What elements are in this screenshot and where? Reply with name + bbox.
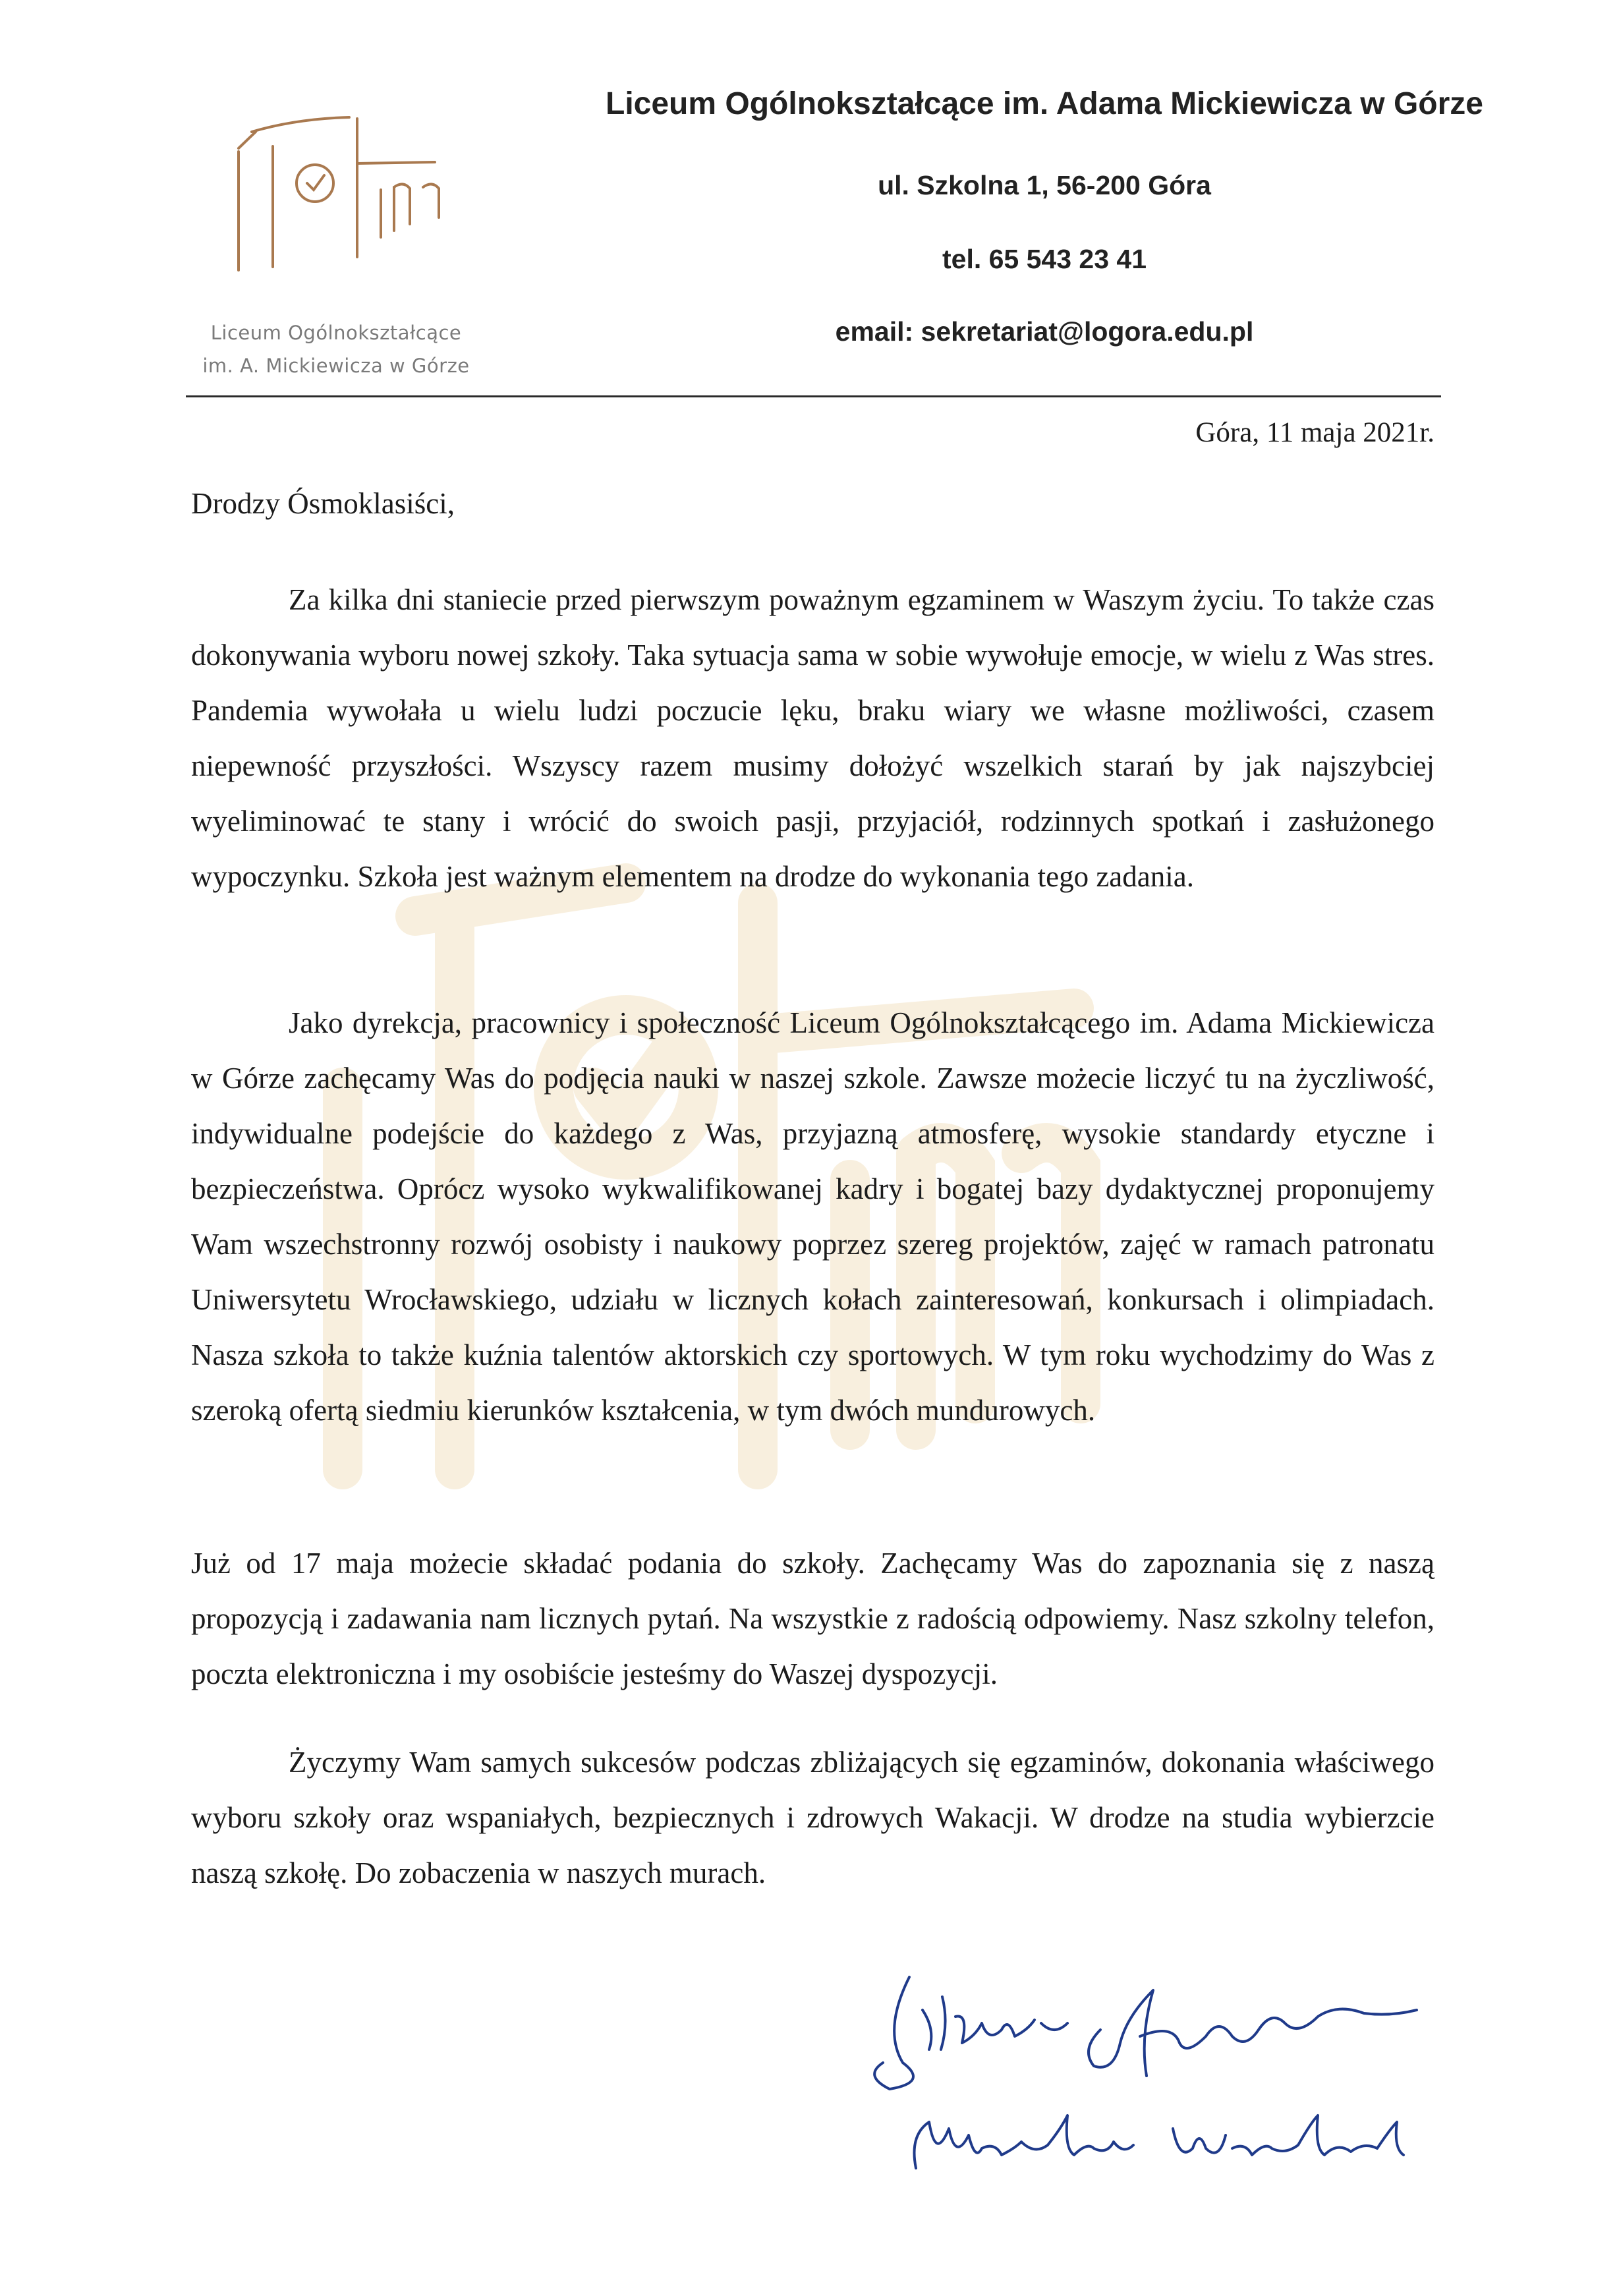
logo-caption	[165, 316, 507, 382]
paragraph-4: Życzymy Wam samych sukcesów podczas zbliżających się egzaminów, dokonania właściwego wyboru szkoły oraz wspaniałych, bezpiecznych i zdrowych Wakacji. W drodze na studia wybierzcie naszą szkołę. Do zobaczenia w naszych murach.	[191, 1746, 1434, 1889]
school-name: Liceum Ogólnokształcące im. Adama Mickiewicza w Górze	[606, 86, 1483, 121]
paragraph-1: Za kilka dni staniecie przed pierwszym poważnym egzaminem w Waszym życiu. To także czas dokonywania wyboru nowej szkoły. Taka sytuacja sama w sobie wywołuje emocje, w wielu z Was stres. Pandemia wywołała u wielu ludzi poczucie lęku, braku wiary we własne możliwości, czasem niepewność przyszłości. Wszyscy razem musimy dołożyć wszelkich starań by jak najszybciej wyeliminować te stany i wrócić do swoich pasji, przyjaciół, rodzinnych spotkań i zasłużonego wypoczynku. Szkoła jest ważnym elementem na drodze do wykonania tego zadania.	[191, 583, 1434, 893]
letter-date: Góra, 11 maja 2021r.	[1195, 417, 1434, 448]
greeting: Drodzy Ósmoklasiści,	[191, 487, 455, 520]
school-address: ul. Szkolna 1, 56-200 Góra	[878, 170, 1211, 200]
logo-caption-line1: Liceum Ogólnokształcące	[210, 322, 462, 344]
logo-caption-line2: im. A. Mickiewicza w Górze	[202, 355, 470, 377]
handwritten-signature	[863, 1951, 1456, 2201]
school-email: email: sekretariat@logora.edu.pl	[835, 316, 1254, 347]
school-phone: tel. 65 543 23 41	[942, 244, 1147, 274]
header-divider	[186, 395, 1441, 397]
school-building-logo-icon	[217, 105, 461, 283]
paragraph-3: Już od 17 maja możecie składać podania do szkoły. Zachęcamy Was do zapoznania się z naszą propozycją i zadawania nam licznych pytań. Na wszystkie z radością odpowiemy. Nasz szkolny telefon, poczta elektroniczna i my osobiście jesteśmy do Waszej dyspozycji.	[191, 1547, 1434, 1690]
paragraph-2: Jako dyrekcja, pracownicy i społeczność Liceum Ogólnokształcącego im. Adama Mickiewicza w Górze zachęcamy Was do podjęcia nauki w naszej szkole. Zawsze możecie liczyć tu na życzliwość, indywidualne podejście do każdego z Was, przyjazną atmosferę, wysokie standardy etyczne i bezpieczeństwa. Oprócz wysoko wykwalifikowanej kadry i bogatej bazy dydaktycznej proponujemy Wam wszechstronny rozwój osobisty i naukowy poprzez szereg projektów, zajęć w ramach patronatu Uniwersytetu Wrocławskiego, udziału w licznych kołach zainteresowań, konkursach i olimpiadach. Nasza szkoła to także kuźnia talentów aktorskich czy sportowych. W tym roku wychodzimy do Was z szeroką ofertą siedmiu kierunków kształcenia, w tym dwóch mundurowych.	[191, 1006, 1434, 1427]
